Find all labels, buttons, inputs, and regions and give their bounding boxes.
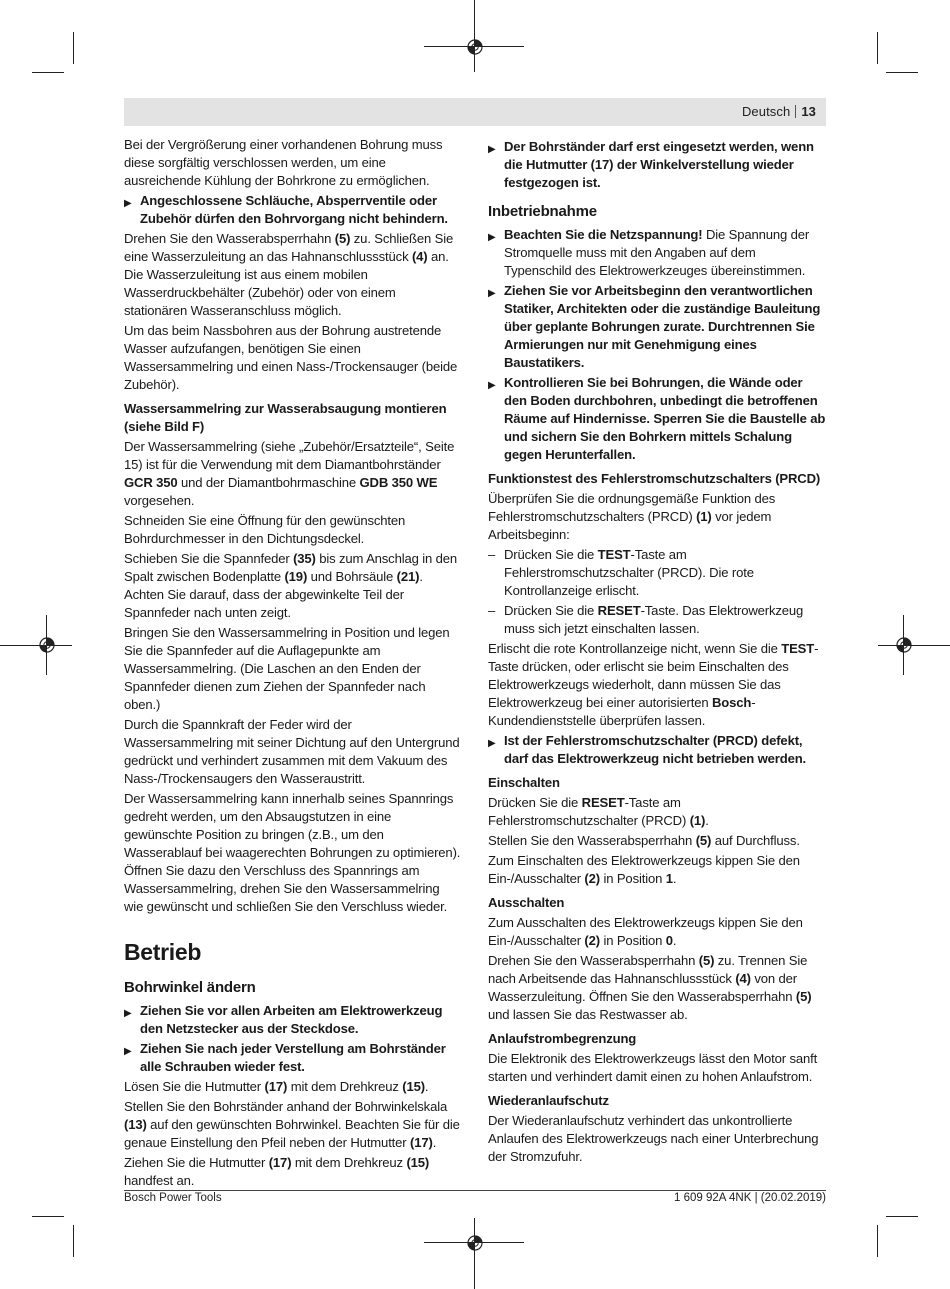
bullet-arrow-icon: ▶ <box>124 1046 132 1057</box>
warning-bullet: ▶ Angeschlossene Schläuche, Absperrventile oder Zubehör dürfen den Bohrvorgang nicht behindern. <box>124 193 448 226</box>
right-column <box>488 136 826 1168</box>
subheading: Wiederanlaufschutz <box>488 1093 609 1108</box>
paragraph: Um das beim Nassbohren aus der Bohrung austretende Wasser aufzufangen, benötigen Sie einen Wassersammelring und einen Nass-/Trockensauger (beide Zubehör). <box>124 323 458 392</box>
subheading: Ausschalten <box>488 895 565 910</box>
paragraph: Der Wassersammelring kann innerhalb seines Spannrings gedreht werden, um den Absaugstutzen in eine gewünschte Position zu bringen (z.B., um den Wasserablauf bei waagerechten Bohrungen zu optimieren). Öffnen Sie dazu den Verschluss des Spannrings am Wassersammelring, drehen Sie den Wassersammelring wie gewünscht und schließen Sie den Verschluss wieder. <box>124 791 461 914</box>
dash-icon: – <box>488 603 496 618</box>
paragraph: Die Elektronik des Elektrowerkzeugs lässt den Motor sanft starten und verhindert damit einen zu hohen Anlaufstrom. <box>488 1051 818 1084</box>
registration-target-icon <box>38 636 56 654</box>
crop-mark-bottom-right-h <box>886 1216 918 1217</box>
warning-bullet: ▶ Beachten Sie die Netzspannung! Die Spannung der Stromquelle muss mit den Angaben auf dem Typenschild des Elektrowerkzeuges übereinstimmen. <box>488 227 810 278</box>
warning-bullet: ▶ Der Bohrständer darf erst eingesetzt werden, wenn die Hutmutter (17) der Winkelverstellung wieder festgezogen ist. <box>488 139 814 190</box>
subheading: Funktionstest des Fehlerstromschutzschalters (PRCD) <box>488 471 821 486</box>
crop-mark-bottom-right-v <box>877 1225 878 1257</box>
bullet-arrow-icon: ▶ <box>488 738 496 749</box>
subsection-heading: Inbetriebnahme <box>488 203 597 220</box>
paragraph: Stellen Sie den Wasserabsperrhahn (5) auf Durchfluss. <box>488 833 800 848</box>
paragraph: Bei der Vergrößerung einer vorhandenen Bohrung muss diese sorgfältig verschlossen werden, um eine ausreichende Kühlung der Bohrkrone zu ermöglichen. <box>124 137 443 188</box>
paragraph: Zum Einschalten des Elektrowerkzeugs kippen Sie den Ein-/Ausschalter (2) in Position 1. <box>488 853 800 886</box>
subsection-heading: Bohrwinkel ändern <box>124 979 256 996</box>
register-line-left-h <box>0 645 72 646</box>
paragraph: Drücken Sie die RESET-Taste am Fehlerstromschutzschalter (PRCD) (1). <box>488 795 709 828</box>
paragraph: Erlischt die rote Kontrollanzeige nicht, wenn Sie die TEST-Taste drücken, oder erlischt sie beim Einschalten des Elektrowerkzeugs wiederholt, dann müssen Sie das Elektrowerkzeug bei einer autorisierten Bosch-Kundendienststelle überprüfen lassen. <box>488 641 819 728</box>
paragraph: Bringen Sie den Wassersammelring in Position und legen Sie die Spannfeder auf die Auflagepunkte am Wassersammelring. (Die Laschen an den Enden der Spannfeder dienen zum Ziehen der Spannfeder nach oben.) <box>124 625 450 712</box>
list-item: – Drücken Sie die RESET-Taste. Das Elektrowerkzeug muss sich jetzt einschalten lassen. <box>488 603 804 636</box>
register-line-bottom-v <box>474 1218 475 1289</box>
crop-mark-bottom-left-h <box>32 1216 64 1217</box>
warning-bullet: ▶ Ist der Fehlerstromschutzschalter (PRCD) defekt, darf das Elektrowerkzeug nicht betrieben werden. <box>488 733 807 766</box>
subheading: Anlaufstrombegrenzung <box>488 1031 637 1046</box>
header-language: Deutsch <box>741 104 791 119</box>
header-separator <box>795 105 796 118</box>
crop-mark-top-left-h <box>32 72 64 73</box>
subheading: Wassersammelring zur Wasserabsaugung montieren (siehe Bild F) <box>124 401 447 434</box>
bullet-arrow-icon: ▶ <box>488 144 496 155</box>
footer-rule <box>124 1190 826 1191</box>
paragraph: Der Wassersammelring (siehe „Zubehör/Ersatzteile“, Seite 15) ist für die Verwendung mit dem Diamantbohrständer GCR 350 und der Diamantbohrmaschine GDB 350 WE vorgesehen. <box>124 439 455 508</box>
paragraph: Der Wiederanlaufschutz verhindert das unkontrollierte Anlaufen des Elektrowerkzeugs nach einer Unterbrechung der Stromzufuhr. <box>488 1113 819 1164</box>
bullet-arrow-icon: ▶ <box>488 288 496 299</box>
bullet-arrow-icon: ▶ <box>124 1008 132 1019</box>
registration-target-icon <box>466 38 484 56</box>
page-header <box>742 104 816 119</box>
registration-target-icon <box>895 636 913 654</box>
bullet-arrow-icon: ▶ <box>488 232 496 243</box>
warning-bullet: ▶ Ziehen Sie nach jeder Verstellung am Bohrständer alle Schrauben wieder fest. <box>124 1041 446 1074</box>
section-heading: Betrieb <box>124 939 202 965</box>
paragraph: Ziehen Sie die Hutmutter (17) mit dem Drehkreuz (15) handfest an. <box>124 1155 430 1188</box>
register-line-top-v <box>474 0 475 72</box>
bullet-arrow-icon: ▶ <box>488 380 496 391</box>
paragraph: Drehen Sie den Wasserabsperrhahn (5) zu. Trennen Sie nach Arbeitsende das Hahnanschlussstück (4) von der Wasserzuleitung. Öffnen Sie den Wasserabsperrhahn (5) und lassen Sie das Restwasser ab. <box>488 953 812 1022</box>
list-item: – Drücken Sie die TEST-Taste am Fehlerstromschutzschalter (PRCD). Die rote Kontrollanzeige erlischt. <box>488 547 754 598</box>
register-line-right-h <box>878 645 950 646</box>
crop-mark-top-right-h <box>886 72 918 73</box>
crop-mark-top-left-v <box>73 32 74 64</box>
footer-docinfo: 1 609 92A 4NK | (20.02.2019) <box>674 1192 826 1204</box>
warning-bullet: ▶ Kontrollieren Sie bei Bohrungen, die Wände oder den Boden durchbohren, unbedingt die betroffenen Räume auf Hindernisse. Sperren Sie die Baustelle ab und sichern Sie den Bohrkern mittels Schalung gegen Herunterfallen. <box>488 375 826 462</box>
paragraph: Zum Ausschalten des Elektrowerkzeugs kippen Sie den Ein-/Ausschalter (2) in Position 0. <box>488 915 803 948</box>
dash-icon: – <box>488 547 496 562</box>
left-column <box>124 136 462 1192</box>
bullet-arrow-icon: ▶ <box>124 198 132 209</box>
paragraph: Lösen Sie die Hutmutter (17) mit dem Drehkreuz (15). <box>124 1079 429 1094</box>
paragraph: Durch die Spannkraft der Feder wird der Wassersammelring mit seiner Dichtung auf den Untergrund gedrückt und verhindert zusammen mit dem Vakuum des Nass-/Trockensaugers den Wasseraustritt. <box>124 717 460 786</box>
crop-mark-top-right-v <box>877 32 878 64</box>
paragraph: Stellen Sie den Bohrständer anhand der Bohrwinkelskala (13) auf den gewünschten Bohrwinkel. Beachten Sie für die genaue Einstellung den Pfeil neben der Hutmutter (17). <box>124 1099 460 1150</box>
warning-bullet: ▶ Ziehen Sie vor allen Arbeiten am Elektrowerkzeug den Netzstecker aus der Steckdose. <box>124 1003 443 1036</box>
page-number: 13 <box>801 104 816 119</box>
subheading: Einschalten <box>488 775 560 790</box>
registration-target-icon <box>466 1234 484 1252</box>
warning-bullet: ▶ Ziehen Sie vor Arbeitsbeginn den verantwortlichen Statiker, Architekten oder die zuständige Bauleitung über geplante Bohrungen zurate. Durchtrennen Sie Armierungen nur mit Genehmigung eines Baustatikers. <box>488 283 821 370</box>
crop-mark-bottom-left-v <box>73 1225 74 1257</box>
footer-brand: Bosch Power Tools <box>124 1192 222 1204</box>
paragraph: Schieben Sie die Spannfeder (35) bis zum Anschlag in den Spalt zwischen Bodenplatte (19) und Bohrsäule (21). Achten Sie darauf, dass der abgewinkelte Teil der Spannfeder nach unten zeigt. <box>124 551 457 620</box>
page-header-bar <box>124 98 826 126</box>
paragraph: Überprüfen Sie die ordnungsgemäße Funktion des Fehlerstromschutzschalters (PRCD) (1) vor jedem Arbeitsbeginn: <box>488 491 776 542</box>
paragraph: Schneiden Sie eine Öffnung für den gewünschten Bohrdurchmesser in den Dichtungsdeckel. <box>124 513 406 546</box>
paragraph: Drehen Sie den Wasserabsperrhahn (5) zu. Schließen Sie eine Wasserzuleitung an das Hahnanschlussstück (4) an. Die Wasserzuleitung ist aus einem mobilen Wasserdruckbehälter (Zubehör) oder von einem stationären Wasseranschluss möglich. <box>124 231 454 318</box>
